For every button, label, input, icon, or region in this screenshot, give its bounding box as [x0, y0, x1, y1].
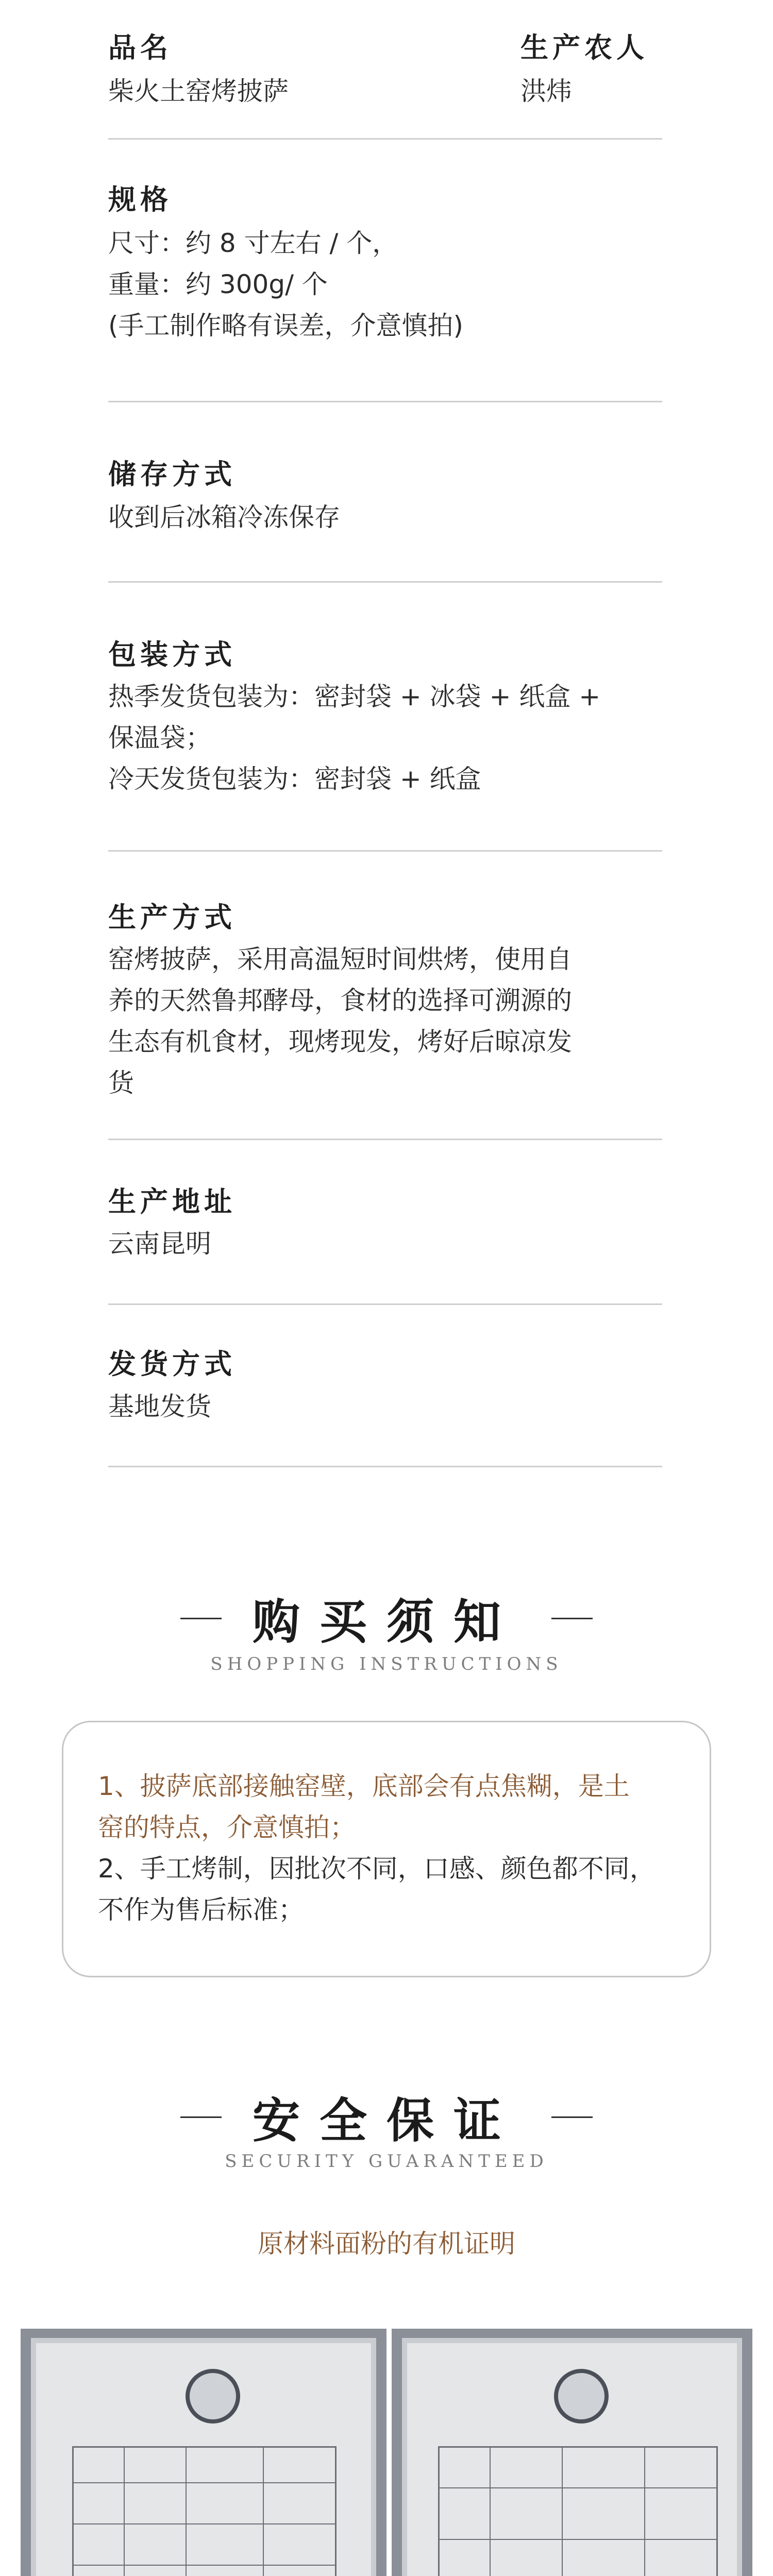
certificate-photo-left — [21, 2329, 386, 2576]
packaging-line: 冷天发货包装为：密封袋 + 纸盒 — [108, 764, 481, 794]
packaging-label: 包装方式 — [108, 638, 236, 671]
certificate-paper — [402, 2338, 742, 2576]
shipping-label: 发货方式 — [108, 1348, 236, 1380]
product-name-value: 柴火土窑烤披萨 — [108, 76, 289, 106]
origin-label: 生产地址 — [108, 1185, 236, 1218]
product-name-label: 品名 — [108, 31, 172, 64]
shopping-title: 购买须知 — [252, 1595, 520, 1650]
spec-label: 规格 — [108, 183, 172, 216]
divider — [108, 850, 662, 852]
production-line: 生态有机食材，现烤现发，烤好后晾凉发 — [108, 1027, 572, 1057]
farmer-label: 生产农人 — [520, 31, 648, 64]
notice-item-2-line: 不作为售后标准； — [98, 1895, 304, 1925]
divider — [108, 1139, 662, 1140]
origin-value: 云南昆明 — [108, 1229, 211, 1259]
production-label: 生产方式 — [108, 901, 236, 934]
security-title: 安全保证 — [252, 2093, 520, 2148]
certificate-seal-icon — [186, 2369, 240, 2424]
notice-item-2-line: 2、手工烤制，因批次不同，口感、颜色都不同， — [98, 1854, 656, 1884]
divider — [108, 138, 662, 140]
notice-item-1-line: 窑的特点，介意慎拍； — [98, 1812, 356, 1842]
security-subheading — [0, 2151, 773, 2172]
shopping-heading — [0, 1584, 773, 1652]
security-heading — [0, 2083, 773, 2151]
certificate-paper — [31, 2338, 376, 2576]
production-line: 窑烤披萨，采用高温短时间烘烤，使用自 — [108, 944, 572, 974]
storage-label: 储存方式 — [108, 458, 236, 490]
certificate-photo-right — [392, 2329, 752, 2576]
shipping-value: 基地发货 — [108, 1392, 211, 1421]
divider — [108, 401, 662, 402]
spec-line: 重量：约 300g/ 个 — [108, 269, 328, 299]
packaging-line: 保温袋； — [108, 723, 211, 753]
farmer-value: 洪炜 — [520, 76, 572, 106]
production-line: 货 — [108, 1068, 134, 1098]
spec-line: (手工制作略有误差，介意慎拍) — [108, 311, 464, 341]
storage-value: 收到后冰箱冷冻保存 — [108, 502, 340, 532]
notice-item-1-line: 1、披萨底部接触窑壁，底部会有点焦糊，是土 — [98, 1771, 630, 1801]
packaging-line: 热季发货包装为：密封袋 + 冰袋 + 纸盒 + — [108, 682, 601, 711]
security-title-en: SECURITY GUARANTEED — [225, 2151, 548, 2172]
certificate-seal-icon — [554, 2369, 609, 2424]
spec-line: 尺寸：约 8 寸左右 / 个， — [108, 228, 398, 258]
divider — [108, 581, 662, 583]
shopping-subheading — [0, 1654, 773, 1674]
shopping-title-en: SHOPPING INSTRUCTIONS — [210, 1654, 563, 1674]
production-line: 养的天然鲁邦酵母，食材的选择可溯源的 — [108, 986, 572, 1015]
divider — [108, 1466, 662, 1467]
divider — [108, 1303, 662, 1305]
security-caption: 原材料面粉的有机证明 — [258, 2229, 515, 2259]
